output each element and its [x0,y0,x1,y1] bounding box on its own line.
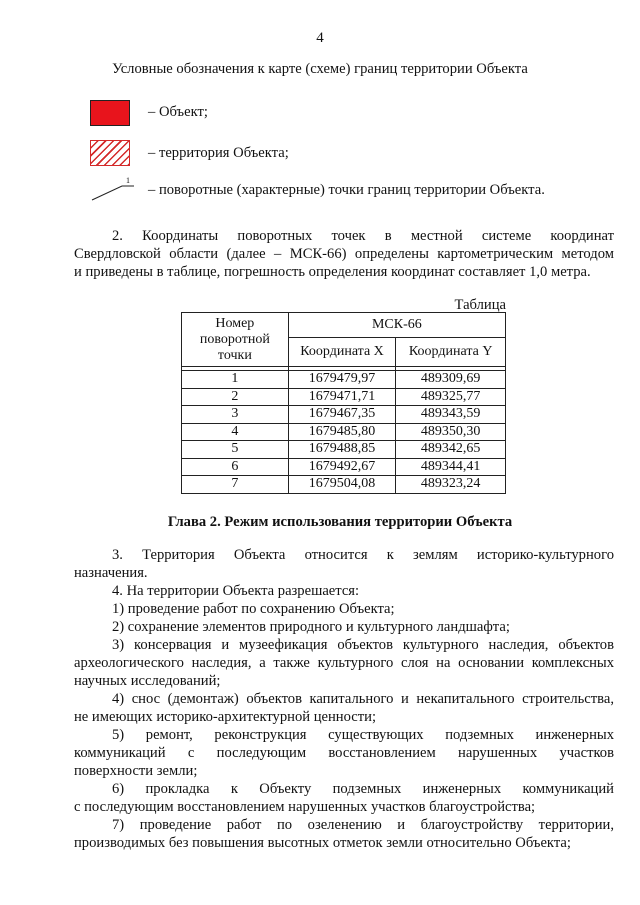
table-row [182,406,506,424]
coord-y: 489323,24 [396,476,506,494]
point-number: 2 [182,388,289,406]
body-line: 4) снос (демонтаж) объектов капитального и некапитального строительства, [112,691,614,707]
turning-point-marker: 1 [126,176,130,185]
point-number: 6 [182,458,289,476]
legend-label-object: – Объект; [148,104,208,120]
body-line: с последующим восстановлением нарушенных участков благоустройства; [74,799,536,815]
coord-y: 489325,77 [396,388,506,406]
coord-x: 1679504,08 [288,476,396,494]
header-y: Координата Y [396,338,506,367]
table-row [182,423,506,441]
body-line: 4. На территории Объекта разрешается: [112,583,360,599]
page-number: 4 [316,30,324,46]
coord-y: 489309,69 [396,371,506,389]
header-coordinate-system: МСК-66 [288,313,505,338]
coord-x: 1679485,80 [288,423,396,441]
legend-label-territory: – территория Объекта; [148,145,289,161]
legend-title: Условные обозначения к карте (схеме) границ территории Объекта [112,61,528,77]
body-line: 6) прокладка к Объекту подземных инженерных коммуникаций [112,781,614,797]
body-line: 2) сохранение элементов природного и культурного ландшафта; [112,619,510,635]
body-line: поверхности земли; [74,763,198,779]
coord-y: 489344,41 [396,458,506,476]
chapter-title: Глава 2. Режим использования территории Объекта [167,514,513,530]
section2-line: 2. Координаты поворотных точек в местной системе координат [112,228,614,244]
coordinates-table [181,312,506,494]
turning-point-icon [90,176,136,204]
coord-y: 489343,59 [396,406,506,424]
body-line: 3) консервация и музеефикация объектов культурного наследия, объектов [112,637,614,653]
coord-x: 1679467,35 [288,406,396,424]
body-line: 7) проведение работ по озеленению и благоустройству территории, [112,817,614,833]
coord-x: 1679471,71 [288,388,396,406]
section2-line: Свердловской области (далее – МСК-66) определены картометрическим методом [74,246,614,262]
legend-label-points: – поворотные (характерные) точки границ территории Объекта. [148,182,545,198]
section2-line: и приведены в таблице, погрешность определения координат составляет 1,0 метра. [74,264,591,280]
coord-x: 1679492,67 [288,458,396,476]
object-legend-icon [90,100,130,126]
body-line: коммуникаций с последующим восстановлением нарушенных участков [74,745,614,761]
body-line: научных исследований; [74,673,221,689]
coord-y: 489342,65 [396,441,506,459]
section2-paragraph [74,227,614,281]
body-line: 3. Территория Объекта относится к землям историко-культурного [112,547,614,563]
point-number: 4 [182,423,289,441]
body-line: не имеющих историко-архитектурной ценности; [74,709,377,725]
territory-legend-icon [90,140,130,166]
table-row [182,441,506,459]
point-number: 7 [182,476,289,494]
header-point-number: Номер поворотной точки [182,313,289,367]
coord-y: 489350,30 [396,423,506,441]
table-row [182,476,506,494]
coord-x: 1679479,97 [288,371,396,389]
point-number: 1 [182,371,289,389]
table-caption: Таблица [454,297,506,313]
body-line: производимых без повышения высотных отметок земли относительно Объекта; [74,835,571,851]
coord-x: 1679488,85 [288,441,396,459]
body-line: 1) проведение работ по сохранению Объекта; [112,601,395,617]
table-row [182,388,506,406]
table-row [182,458,506,476]
table-row [182,371,506,389]
header-x: Координата X [288,338,396,367]
chapter2-body [74,546,614,852]
body-line: 5) ремонт, реконструкция существующих подземных инженерных [112,727,614,743]
body-line: назначения. [74,565,148,581]
body-line: археологического наследия, а также культурного слоя на основании комплексных [74,655,614,671]
point-number: 3 [182,406,289,424]
point-number: 5 [182,441,289,459]
